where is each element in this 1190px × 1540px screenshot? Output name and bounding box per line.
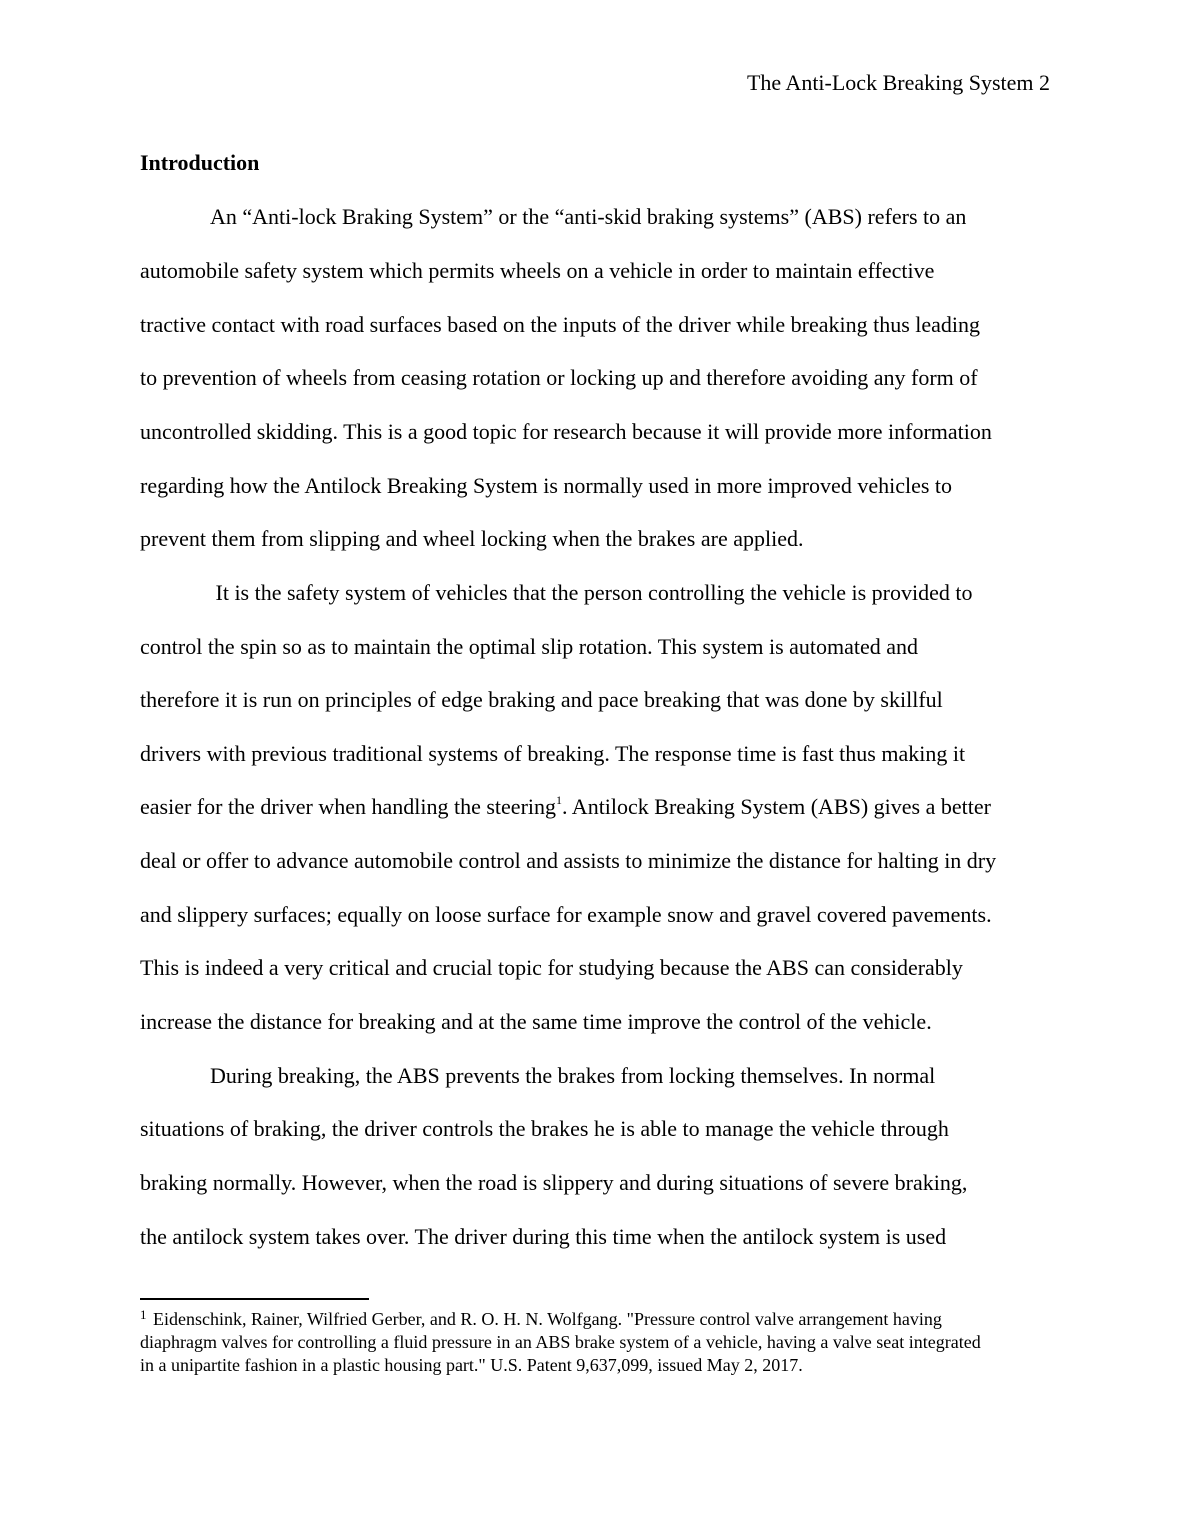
body-line: braking normally. However, when the road is slippery and during situations of severe braking,: [140, 1170, 968, 1195]
body-line: control the spin so as to maintain the optimal slip rotation. This system is automated and: [140, 634, 919, 659]
body-line: During breaking, the ABS prevents the brakes from locking themselves. In normal: [210, 1063, 936, 1088]
footnote-line: in a unipartite fashion in a plastic housing part." U.S. Patent 9,637,099, issued May 2, 2017.: [140, 1355, 803, 1375]
footnote-mark: 1: [140, 1307, 147, 1322]
body-line: situations of braking, the driver controls the brakes he is able to manage the vehicle through: [140, 1116, 949, 1141]
body-line-part: . Antilock Breaking System (ABS) gives a better: [562, 794, 991, 819]
footnote-separator: [140, 1298, 369, 1300]
body-line: deal or offer to advance automobile control and assists to minimize the distance for halting in dry: [140, 848, 997, 873]
body-line: regarding how the Antilock Breaking System is normally used in more improved vehicles to: [140, 473, 953, 498]
footnote-text: Eidenschink, Rainer, Wilfried Gerber, and R. O. H. N. Wolfgang. "Pressure control valve arrangement having: [153, 1309, 942, 1329]
body-line: increase the distance for breaking and at the same time improve the control of the vehicle.: [140, 1009, 932, 1034]
body-line: therefore it is run on principles of edge braking and pace breaking that was done by skillful: [140, 687, 943, 712]
body-line: tractive contact with road surfaces based on the inputs of the driver while breaking thus leading: [140, 312, 981, 337]
body-line: An “Anti-lock Braking System” or the “anti-skid braking systems” (ABS) refers to an: [210, 204, 967, 229]
body-line: automobile safety system which permits wheels on a vehicle in order to maintain effective: [140, 258, 935, 283]
body-line: uncontrolled skidding. This is a good topic for research because it will provide more information: [140, 419, 992, 444]
body-line: This is indeed a very critical and crucial topic for studying because the ABS can considerably: [140, 955, 963, 980]
body-line: [140, 792, 991, 822]
body-line-part: easier for the driver when handling the steering: [140, 794, 557, 819]
body-line: drivers with previous traditional systems of breaking. The response time is fast thus making it: [140, 741, 966, 766]
section-heading: Introduction: [140, 150, 260, 175]
body-line: and slippery surfaces; equally on loose surface for example snow and gravel covered pavements.: [140, 902, 992, 927]
body-line: to prevention of wheels from ceasing rotation or locking up and therefore avoiding any form of: [140, 365, 978, 390]
body-line: It is the safety system of vehicles that the person controlling the vehicle is provided to: [210, 580, 973, 605]
footnote-line: [140, 1308, 942, 1332]
body-line: prevent them from slipping and wheel locking when the brakes are applied.: [140, 526, 804, 551]
body-line: the antilock system takes over. The driver during this time when the antilock system is used: [140, 1224, 947, 1249]
running-head: The Anti-Lock Breaking System 2: [746, 70, 1050, 95]
footnote-line: diaphragm valves for controlling a fluid pressure in an ABS brake system of a vehicle, having a valve seat integrated: [140, 1332, 981, 1352]
footnote-reference[interactable]: 1: [556, 792, 563, 807]
